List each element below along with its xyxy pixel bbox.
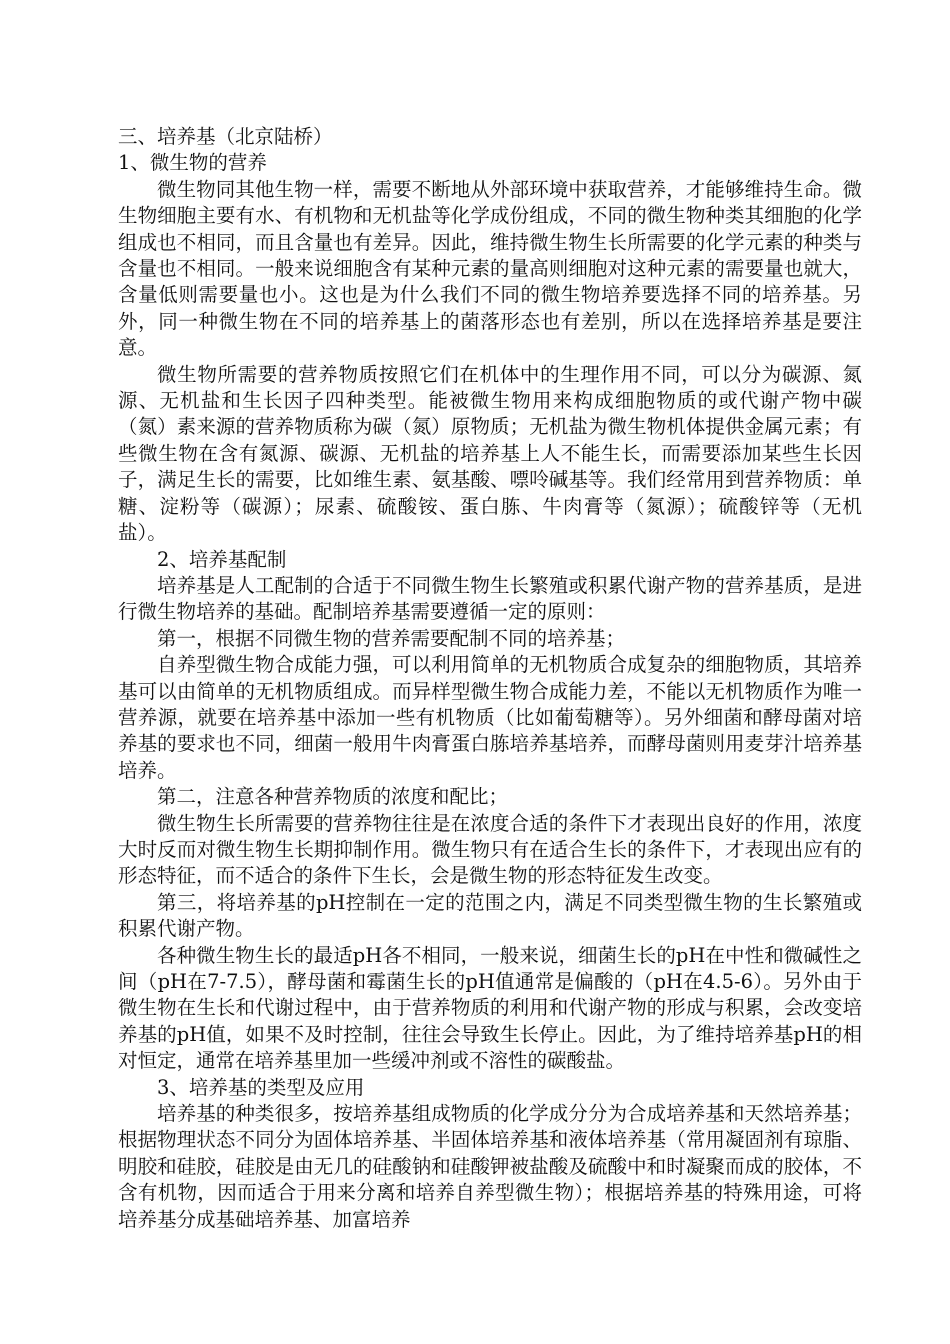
- heading-nutrition: 1、微生物的营养: [118, 151, 267, 175]
- paragraph: 各种微生物生长的最适pH各不相同，一般来说，细菌生长的pH在中性和微碱性之间（pH在7-7.5），酵母菌和霉菌生长的pH值通常是偏酸的（pH在4.5-6）。另外由于微生物在生长和代谢过程中，由于营养物质的利用和代谢产物的形成与积累，会改变培养基的pH值，如果不及时控制，往往会导致生长停止。因此，为了维持培养基pH的相对恒定，通常在培养基里加一些缓冲剂或不溶性的碳酸盐。: [118, 943, 862, 1073]
- paragraph: 微生物生长所需要的营养物往往是在浓度合适的条件下才表现出良好的作用，浓度大时反而对微生物生长期抑制作用。微生物只有在适合生长的条件下，才表现出应有的形态特征，而不适合的条件下生长，会是微生物的形态特征发生改变。: [118, 811, 862, 888]
- paragraph: 自养型微生物合成能力强，可以利用简单的无机物质合成复杂的细胞物质，其培养基可以由简单的无机物质组成。而异样型微生物合成能力差，不能以无机物质作为唯一营养源，就要在培养基中添加一些有机物质（比如葡萄糖等）。另外细菌和酵母菌对培养基的要求也不同，细菌一般用牛肉膏蛋白胨培养基培养，而酵母菌则用麦芽汁培养基培养。: [118, 653, 862, 782]
- document-page: [118, 124, 862, 1233]
- section-title: 三、培养基（北京陆桥）: [118, 125, 333, 148]
- paragraph: 培养基的种类很多，按培养基组成物质的化学成分分为合成培养基和天然培养基；根据物理状态不同分为固体培养基、半固体培养基和液体培养基（常用凝固剂有琼脂、明胶和硅胶，硅胶是由无几的硅酸钠和硅酸钾被盐酸及硫酸中和时凝聚而成的胶体，不含有机物，因而适合于用来分离和培养自养型微生物）；根据培养基的特殊用途，可将培养基分成基础培养基、加富培养: [118, 1102, 862, 1231]
- heading-medium-preparation: 2、培养基配制: [157, 547, 287, 571]
- principle-second: 第二，注意各种营养物质的浓度和配比；: [157, 785, 509, 809]
- principle-third: 第三，将培养基的pH控制在一定的范围之内，满足不同类型微生物的生长繁殖或积累代谢产物。: [118, 890, 862, 941]
- paragraph: 微生物所需要的营养物质按照它们在机体中的生理作用不同，可以分为碳源、氮源、无机盐和生长因子四种类型。能被微生物用来构成细胞物质的或代谢产物中碳（氮）素来源的营养物质称为碳（氮）原物质；无机盐为微生物机体提供金属元素；有些微生物在含有氮源、碳源、无机盐的培养基上人不能生长，而需要添加某些生长因子，满足生长的需要，比如维生素、氨基酸、嘌呤碱基等。我们经常用到营养物质：单糖、淀粉等（碳源）；尿素、硫酸铵、蛋白胨、牛肉膏等（氮源）；硫酸锌等（无机盐）。: [118, 362, 862, 545]
- paragraph: 微生物同其他生物一样，需要不断地从外部环境中获取营养，才能够维持生命。微生物细胞主要有水、有机物和无机盐等化学成份组成，不同的微生物种类其细胞的化学组成也不相同，而且含量也有差异。因此，维持微生物生长所需要的化学元素的种类与含量也不相同。一般来说细胞含有某种元素的量高则细胞对这种元素的需要量也就大，含量低则需要量也小。这也是为什么我们不同的微生物培养要选择不同的培养基。另外，同一种微生物在不同的培养基上的菌落形态也有差别，所以在选择培养基是要注意。: [118, 177, 862, 360]
- heading-medium-types: 3、培养基的类型及应用: [157, 1075, 365, 1099]
- principle-first: 第一，根据不同微生物的营养需要配制不同的培养基；: [157, 626, 626, 650]
- paragraph: 培养基是人工配制的合适于不同微生物生长繁殖或积累代谢产物的营养基质，是进行微生物培养的基础。配制培养基需要遵循一定的原则：: [118, 573, 862, 624]
